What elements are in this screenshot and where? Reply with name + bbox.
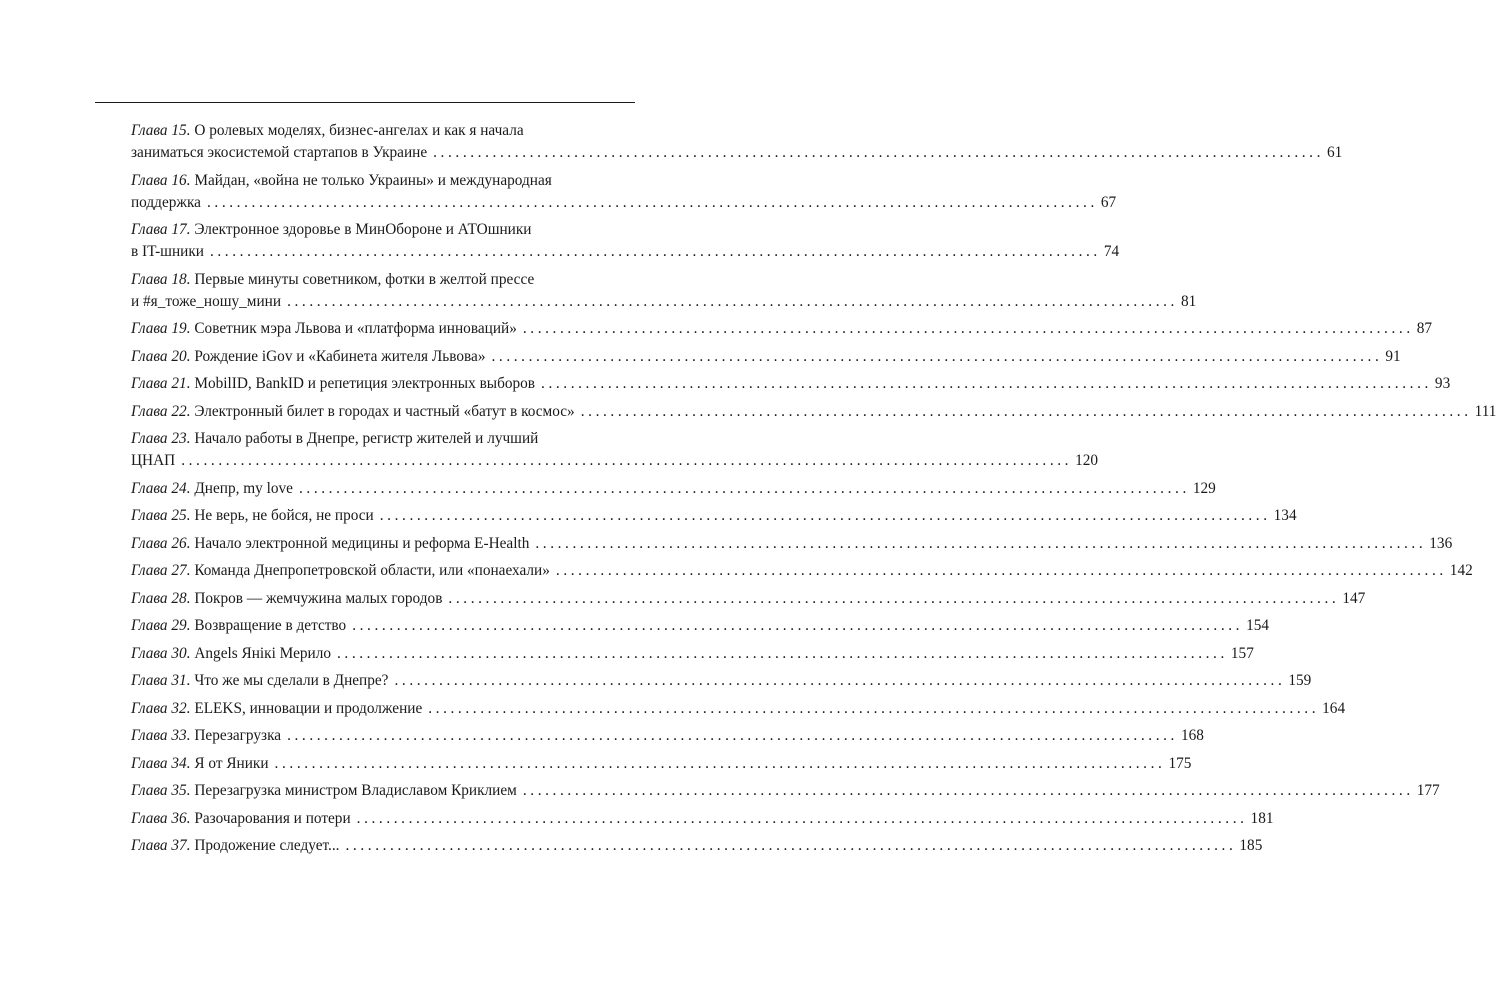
toc-entry-last-line xyxy=(131,318,1433,340)
toc-entry-last-line xyxy=(131,373,1451,395)
chapter-number: Глава 32. xyxy=(131,699,191,717)
chapter-title: Что же мы сделали в Днепре? xyxy=(194,672,389,689)
dot-leader: ........................................................................................................................ xyxy=(448,589,1340,607)
chapter-number: Глава 22. xyxy=(131,402,191,420)
toc-entry-last-line xyxy=(131,142,1343,164)
chapter-title: Электронный билет в городах и частный «батут в космос» xyxy=(194,402,575,420)
dot-leader: ........................................................................................................................ xyxy=(181,452,1073,469)
toc-entry xyxy=(131,698,1346,720)
toc-entry-last-line xyxy=(131,615,1270,637)
toc-entry xyxy=(131,615,1270,637)
page-number: 136 xyxy=(1429,534,1453,552)
chapter-number: Глава 28. xyxy=(131,589,191,607)
page-number: 129 xyxy=(1192,479,1216,497)
toc-entry-first-line xyxy=(131,120,636,142)
dot-leader: ........................................................................................................................ xyxy=(522,782,1414,799)
dot-leader: ........................................................................................................................ xyxy=(535,534,1427,552)
dot-leader: ........................................................................................................................ xyxy=(433,144,1325,161)
chapter-number: Глава 37. xyxy=(131,837,191,854)
dot-leader: ........................................................................................................................ xyxy=(555,562,1447,579)
chapter-title-part1: Майдан, «война не только Украины» и международная xyxy=(194,171,552,189)
chapter-number: Глава 27. xyxy=(131,562,191,579)
chapter-title-wrap xyxy=(131,318,517,340)
chapter-number: Глава 15. xyxy=(131,122,191,139)
toc-entry-last-line xyxy=(131,291,1197,313)
dot-leader: ........................................................................................................................ xyxy=(345,837,1237,854)
chapter-title-wrap xyxy=(131,450,175,472)
chapter-title-wrap xyxy=(131,780,517,802)
chapter-title: Команда Днепропетровской области, или «понаехали» xyxy=(194,562,550,579)
chapter-title-part1: Начало работы в Днепре, регистр жителей и лучший xyxy=(194,430,539,447)
chapter-title-part1: О ролевых моделях, бизнес-ангелах и как я начала xyxy=(194,122,524,139)
toc-entry xyxy=(131,505,1297,527)
toc-entry xyxy=(131,219,1120,263)
toc-entry xyxy=(131,269,1197,313)
toc-entry xyxy=(131,670,1312,692)
dot-leader: ........................................................................................................................ xyxy=(352,617,1244,634)
chapter-title-wrap xyxy=(131,533,529,555)
toc-entry xyxy=(131,170,1117,214)
toc-entry xyxy=(131,478,1216,500)
chapter-title-wrap xyxy=(131,478,293,500)
page-number: 142 xyxy=(1449,562,1473,579)
toc-entry xyxy=(131,588,1366,610)
dot-leader: ........................................................................................................................ xyxy=(522,320,1414,337)
chapter-number: Глава 35. xyxy=(131,782,191,799)
toc-entry-first-line xyxy=(131,170,636,192)
chapter-title: Angels Янiкi Мерило xyxy=(194,644,331,662)
chapter-title-wrap xyxy=(131,401,575,423)
toc-entry xyxy=(131,401,1496,423)
toc-entry-first-line xyxy=(131,428,636,450)
toc-entry-last-line xyxy=(131,505,1297,527)
page-number: 164 xyxy=(1322,699,1346,717)
toc-entry-last-line xyxy=(131,241,1120,263)
page-number: 91 xyxy=(1385,347,1401,365)
toc-entry xyxy=(131,835,1263,857)
chapter-number: Глава 36. xyxy=(131,809,191,827)
chapter-number: Глава 30. xyxy=(131,644,191,662)
chapter-number: Глава 16. xyxy=(131,171,191,189)
chapter-title: Советник мэра Львова и «платформа инноваций» xyxy=(194,320,517,337)
page-number: 87 xyxy=(1416,320,1433,337)
page-number: 134 xyxy=(1273,507,1297,524)
dot-leader: ........................................................................................................................ xyxy=(491,347,1383,365)
chapter-title-wrap xyxy=(131,808,351,830)
page-number: 147 xyxy=(1342,589,1366,607)
chapter-title: Покров — жемчужина малых городов xyxy=(194,589,443,607)
dot-leader: ........................................................................................................................ xyxy=(394,672,1286,689)
toc-entry-last-line xyxy=(131,450,1099,472)
page-number: 154 xyxy=(1246,617,1270,634)
dot-leader: ........................................................................................................................ xyxy=(356,809,1248,827)
page-number: 181 xyxy=(1250,809,1274,827)
dot-leader: ........................................................................................................................ xyxy=(274,754,1166,772)
chapter-number: Глава 19. xyxy=(131,320,191,337)
chapter-number: Глава 21. xyxy=(131,375,191,392)
toc-entry-last-line xyxy=(131,670,1312,692)
table-of-contents xyxy=(131,120,1496,863)
chapter-title-wrap xyxy=(131,698,422,720)
toc-entry xyxy=(131,428,1099,472)
chapter-title-wrap xyxy=(131,192,201,214)
chapter-title-wrap xyxy=(131,346,485,368)
toc-entry-last-line xyxy=(131,753,1192,775)
chapter-title-wrap xyxy=(131,505,374,527)
toc-entry xyxy=(131,725,1204,747)
toc-entry xyxy=(131,560,1473,582)
chapter-title: Перезагрузка министром Владиславом Криклием xyxy=(194,782,517,799)
toc-entry xyxy=(131,346,1401,368)
toc-entry xyxy=(131,533,1453,555)
page-number: 120 xyxy=(1075,452,1099,469)
chapter-number: Глава 33. xyxy=(131,727,191,744)
toc-entry-last-line xyxy=(131,725,1204,747)
dot-leader: ........................................................................................................................ xyxy=(336,644,1228,662)
page-number: 168 xyxy=(1180,727,1204,744)
toc-entry xyxy=(131,120,1343,164)
page-number: 157 xyxy=(1230,644,1254,662)
toc-entry-last-line xyxy=(131,780,1440,802)
chapter-title-part2: ЦНАП xyxy=(131,452,176,469)
chapter-number: Глава 17. xyxy=(131,221,191,238)
page-number: 67 xyxy=(1100,193,1117,211)
dot-leader: ........................................................................................................................ xyxy=(206,193,1098,211)
toc-entry-last-line xyxy=(131,192,1117,214)
dot-leader: ........................................................................................................................ xyxy=(287,292,1178,310)
chapter-number: Глава 18. xyxy=(131,270,191,288)
page-number: 177 xyxy=(1416,782,1440,799)
chapter-title-part2: заниматься экосистемой стартапов в Украине xyxy=(131,144,428,161)
chapter-title-wrap xyxy=(131,753,269,775)
dot-leader: ........................................................................................................................ xyxy=(580,402,1472,420)
toc-entry-last-line xyxy=(131,808,1274,830)
toc-entry-last-line xyxy=(131,346,1401,368)
chapter-title: Не верь, не бойся, не проси xyxy=(194,507,374,524)
toc-entry-last-line xyxy=(131,588,1366,610)
dot-leader: ........................................................................................................................ xyxy=(287,727,1178,744)
chapter-title: Разочарования и потери xyxy=(194,809,351,827)
chapter-title-wrap xyxy=(131,670,388,692)
chapter-number: Глава 24. xyxy=(131,479,191,497)
chapter-title-wrap xyxy=(131,588,442,610)
chapter-title-part2: поддержка xyxy=(131,193,201,211)
chapter-title-part2: и #я_тоже_ношу_мини xyxy=(131,292,282,310)
toc-entry-last-line xyxy=(131,401,1496,423)
chapter-number: Глава 20. xyxy=(131,347,191,365)
toc-entry-last-line xyxy=(131,835,1263,857)
toc-entry xyxy=(131,808,1274,830)
toc-entry-first-line xyxy=(131,269,636,291)
chapter-title: Я от Яники xyxy=(194,754,269,772)
chapter-number: Глава 31. xyxy=(131,672,191,689)
chapter-title-wrap xyxy=(131,241,204,263)
toc-entry xyxy=(131,318,1433,340)
toc-entry-first-line xyxy=(131,219,636,241)
toc-entry xyxy=(131,780,1440,802)
chapter-title: Днепр, my love xyxy=(194,479,293,497)
chapter-title-wrap xyxy=(131,373,535,395)
dot-leader: ........................................................................................................................ xyxy=(298,479,1190,497)
chapter-title: Перезагрузка xyxy=(194,727,282,744)
dot-leader: ........................................................................................................................ xyxy=(379,507,1271,524)
dot-leader: ........................................................................................................................ xyxy=(428,699,1320,717)
page-number: 74 xyxy=(1103,243,1120,260)
header-rule xyxy=(95,102,635,103)
chapter-title-wrap xyxy=(131,560,550,582)
dot-leader: ........................................................................................................................ xyxy=(541,375,1432,392)
chapter-title-part1: Первые минуты советником, фотки в желтой прессе xyxy=(194,270,535,288)
chapter-title: MobilID, BankID и репетиция электронных выборов xyxy=(194,375,536,392)
toc-entry-last-line xyxy=(131,533,1453,555)
chapter-title-wrap xyxy=(131,291,281,313)
toc-entry-last-line xyxy=(131,560,1473,582)
chapter-title-wrap xyxy=(131,725,281,747)
page-number: 111 xyxy=(1474,402,1496,420)
toc-entry xyxy=(131,373,1451,395)
page-number: 175 xyxy=(1168,754,1192,772)
chapter-number: Глава 26. xyxy=(131,534,191,552)
page-number: 159 xyxy=(1288,672,1312,689)
chapter-title: ELEKS, инновации и продолжение xyxy=(194,699,423,717)
page-number: 185 xyxy=(1239,837,1263,854)
chapter-title-wrap xyxy=(131,142,427,164)
chapter-title-wrap xyxy=(131,615,346,637)
chapter-title: Рождение iGov и «Кабинета жителя Львова» xyxy=(194,347,486,365)
chapter-number: Глава 34. xyxy=(131,754,191,772)
page-number: 93 xyxy=(1434,375,1451,392)
chapter-number: Глава 29. xyxy=(131,617,191,634)
page-number: 81 xyxy=(1180,292,1197,310)
chapter-title-wrap xyxy=(131,835,340,857)
chapter-number: Глава 23. xyxy=(131,430,191,447)
page-number: 61 xyxy=(1327,144,1343,161)
toc-entry-last-line xyxy=(131,698,1346,720)
toc-entry xyxy=(131,753,1192,775)
toc-entry-last-line xyxy=(131,478,1216,500)
chapter-title-part1: Электронное здоровье в МинОбороне и АТОшники xyxy=(194,221,532,238)
chapter-title-wrap xyxy=(131,643,331,665)
toc-entry xyxy=(131,643,1254,665)
toc-entry-last-line xyxy=(131,643,1254,665)
chapter-title: Начало электронной медицины и реформа E-Health xyxy=(194,534,530,552)
chapter-title-part2: в IT-шники xyxy=(131,243,204,260)
chapter-number: Глава 25. xyxy=(131,507,191,524)
dot-leader: ........................................................................................................................ xyxy=(209,243,1101,260)
chapter-title: Возвращение в детство xyxy=(194,617,347,634)
chapter-title: Продожение следует... xyxy=(194,837,340,854)
